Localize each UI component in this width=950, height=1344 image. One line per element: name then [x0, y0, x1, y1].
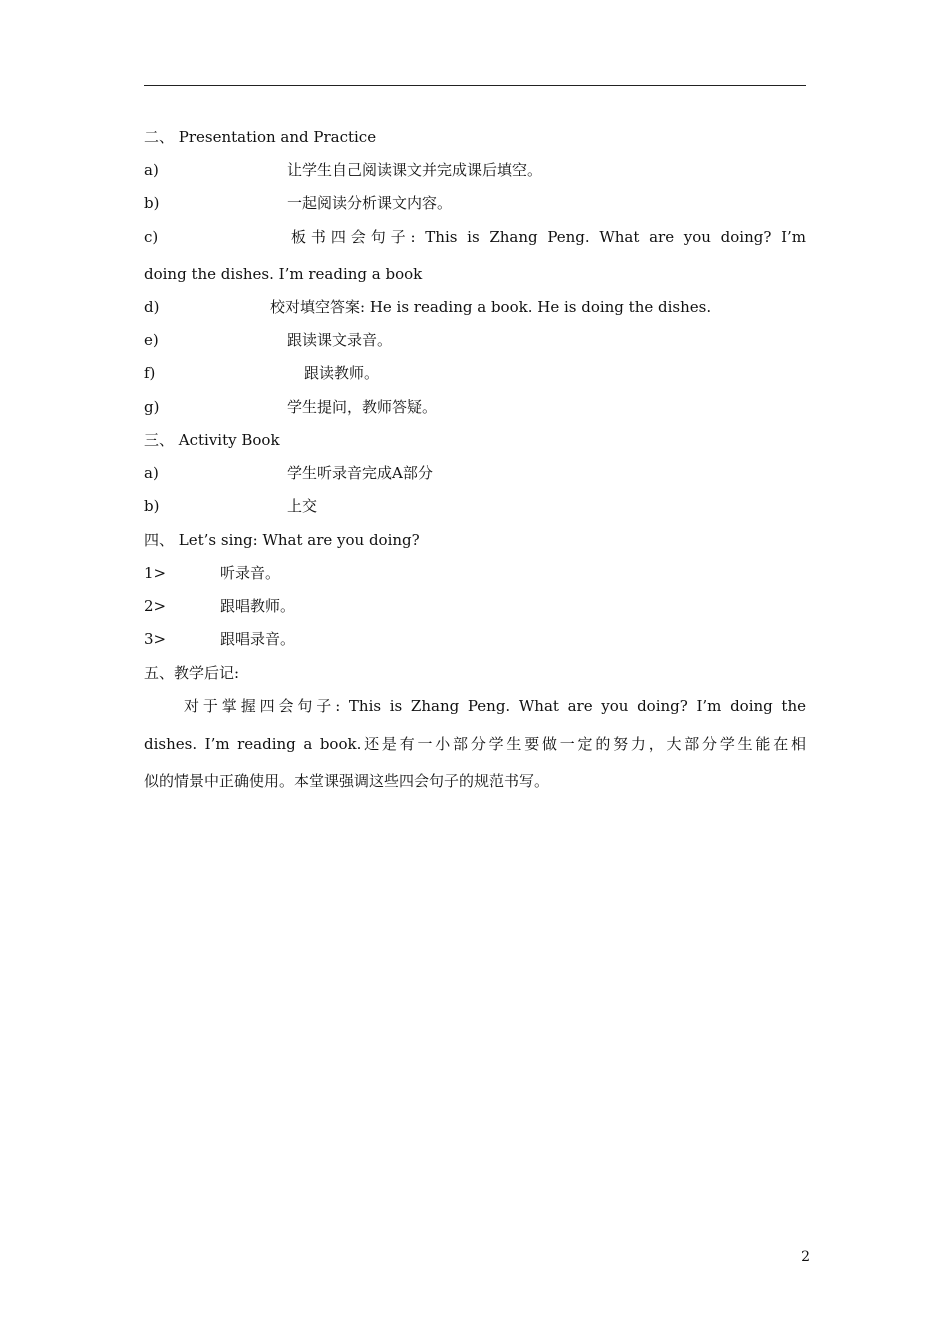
- section-heading-sing: 四、 Let’s sing: What are you doing?: [144, 531, 420, 549]
- sing-text-1: 听录音。: [220, 564, 281, 582]
- sing-label-1: 1>: [144, 564, 167, 582]
- sing-text-2: 跟唱教师。: [220, 597, 296, 615]
- page-number: 2: [801, 1249, 810, 1265]
- activity-label-a: a): [144, 464, 159, 482]
- item-label-a: a): [144, 161, 159, 179]
- reflection-line-3: 似的情景中正确使用。本堂课强调这些四会句子的规范书写。: [144, 772, 550, 790]
- sing-label-3: 3>: [144, 630, 167, 648]
- item-label-g: g): [144, 398, 160, 416]
- sing-label-2: 2>: [144, 597, 167, 615]
- section-heading-reflection: 五、教学后记:: [144, 664, 240, 682]
- item-label-f: f): [144, 364, 156, 382]
- activity-text-b: 上交: [287, 497, 318, 515]
- activity-label-b: b): [144, 497, 160, 515]
- item-text-d: 校对填空答案: He is reading a book. He is doing the dishes.: [270, 298, 712, 316]
- section-heading-presentation: 二、 Presentation and Practice: [144, 128, 377, 146]
- item-text-e: 跟读课文录音。: [287, 331, 393, 349]
- section-heading-activity-book: 三、 Activity Book: [144, 431, 280, 449]
- sing-text-3: 跟唱录音。: [220, 630, 296, 648]
- item-text-g: 学生提问，教师答疑。: [287, 398, 438, 416]
- reflection-line-1: 对于掌握四会句子: This is Zhang Peng. What are you doing? I’m doing the: [184, 697, 806, 715]
- item-text-f: 跟读教师。: [304, 364, 380, 382]
- activity-text-a: 学生听录音完成A部分: [287, 464, 433, 482]
- item-text-b: 一起阅读分析课文内容。: [287, 194, 453, 212]
- item-label-e: e): [144, 331, 159, 349]
- item-text-a: 让学生自己阅读课文并完成课后填空。: [287, 161, 543, 179]
- item-text-c: 板书四会句子: This is Zhang Peng. What are you doing? I’m: [291, 228, 806, 246]
- item-label-d: d): [144, 298, 160, 316]
- header-rule: [144, 85, 806, 86]
- item-label-b: b): [144, 194, 160, 212]
- reflection-line-2: dishes. I’m reading a book.还是有一小部分学生要做一定的努力，大部分学生能在相: [144, 735, 806, 753]
- item-text-c-continued: doing the dishes. I’m reading a book: [144, 265, 423, 283]
- item-label-c: c): [144, 228, 159, 246]
